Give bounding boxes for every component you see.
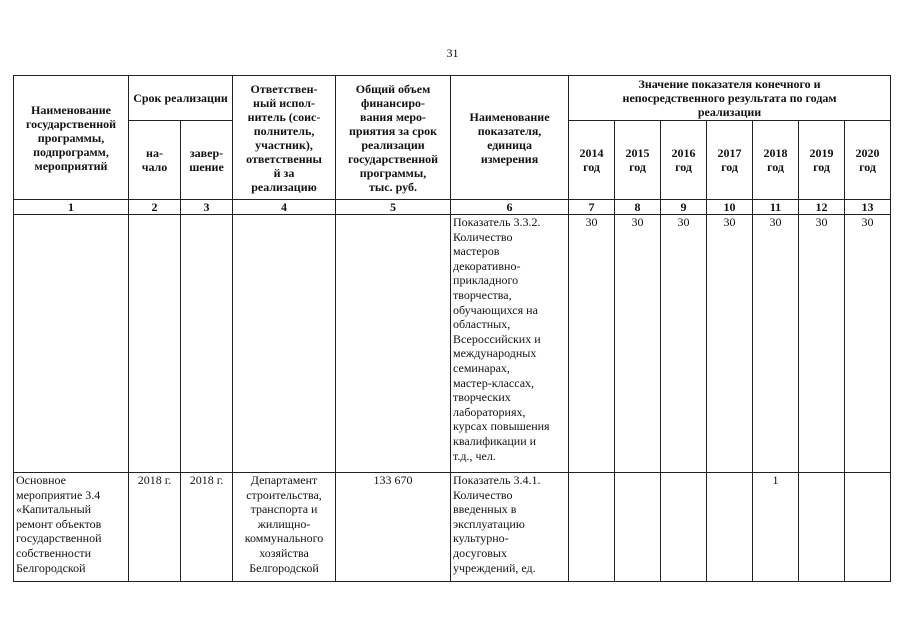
responsible-cell: Департамент строительства, транспорта и жилищно- коммунального хозяйства Белгородской — [233, 473, 336, 582]
program-name-cell — [14, 215, 129, 473]
value-cell-2019 — [799, 473, 845, 582]
column-number: 4 — [233, 200, 336, 215]
column-number: 10 — [707, 200, 753, 215]
value-cell-2018: 30 — [753, 215, 799, 473]
value-cell-2016: 30 — [661, 215, 707, 473]
header-indicator: Наименование показателя, единица измерения — [451, 76, 569, 200]
header-year-2019: 2019 год — [799, 121, 845, 200]
column-number: 5 — [336, 200, 451, 215]
value-cell-2016 — [661, 473, 707, 582]
value-cell-2018: 1 — [753, 473, 799, 582]
column-number: 6 — [451, 200, 569, 215]
column-number: 7 — [569, 200, 615, 215]
header-term-start: на- чало — [129, 121, 181, 200]
funding-cell — [336, 215, 451, 473]
program-table — [13, 75, 891, 582]
column-number-row — [14, 200, 891, 215]
value-cell-2014: 30 — [569, 215, 615, 473]
header-year-2017: 2017 год — [707, 121, 753, 200]
value-cell-2015: 30 — [615, 215, 661, 473]
indicator-cell: Показатель 3.3.2. Количество мастеров декоративно- прикладного творчества, обучающихся на областных, Всероссийских и международных семинарах, мастер-классах, творческих лабораториях, курсах повышения квалификации и т.д., чел. — [451, 215, 569, 473]
column-number: 9 — [661, 200, 707, 215]
table-row — [14, 473, 891, 582]
value-cell-2020 — [845, 473, 891, 582]
header-term: Срок реализации — [129, 76, 233, 121]
term-end-cell: 2018 г. — [181, 473, 233, 582]
responsible-cell — [233, 215, 336, 473]
value-cell-2014 — [569, 473, 615, 582]
program-name-cell: Основное мероприятие 3.4 «Капитальный ремонт объектов государственной собственности Белгородской — [14, 473, 129, 582]
value-cell-2017 — [707, 473, 753, 582]
header-term-end: завер- шение — [181, 121, 233, 200]
table-row — [14, 215, 891, 473]
term-start-cell: 2018 г. — [129, 473, 181, 582]
column-number: 3 — [181, 200, 233, 215]
value-cell-2017: 30 — [707, 215, 753, 473]
header-year-2016: 2016 год — [661, 121, 707, 200]
header-year-2015: 2015 год — [615, 121, 661, 200]
header-year-2020: 2020 год — [845, 121, 891, 200]
header-program-name: Наименование государственной программы, подпрограмм, мероприятий — [14, 76, 129, 200]
column-number: 12 — [799, 200, 845, 215]
column-number: 13 — [845, 200, 891, 215]
header-funding: Общий объем финансиро- вания меро- приятия за срок реализации государственной программы, тыс. руб. — [336, 76, 451, 200]
funding-cell: 133 670 — [336, 473, 451, 582]
header-responsible: Ответствен- ный испол- нитель (соис- полнитель, участник), ответственны й за реализацию — [233, 76, 336, 200]
column-number: 11 — [753, 200, 799, 215]
column-number: 2 — [129, 200, 181, 215]
value-cell-2020: 30 — [845, 215, 891, 473]
header-year-2018: 2018 год — [753, 121, 799, 200]
column-number: 1 — [14, 200, 129, 215]
value-cell-2019: 30 — [799, 215, 845, 473]
header-values-group: Значение показателя конечного и непосредственного результата по годам реализации — [569, 76, 891, 121]
indicator-cell: Показатель 3.4.1. Количество введенных в эксплуатацию культурно- досуговых учреждений, ед. — [451, 473, 569, 582]
value-cell-2015 — [615, 473, 661, 582]
column-number: 8 — [615, 200, 661, 215]
term-end-cell — [181, 215, 233, 473]
page-number: 31 — [446, 46, 459, 60]
header-year-2014: 2014 год — [569, 121, 615, 200]
term-start-cell — [129, 215, 181, 473]
